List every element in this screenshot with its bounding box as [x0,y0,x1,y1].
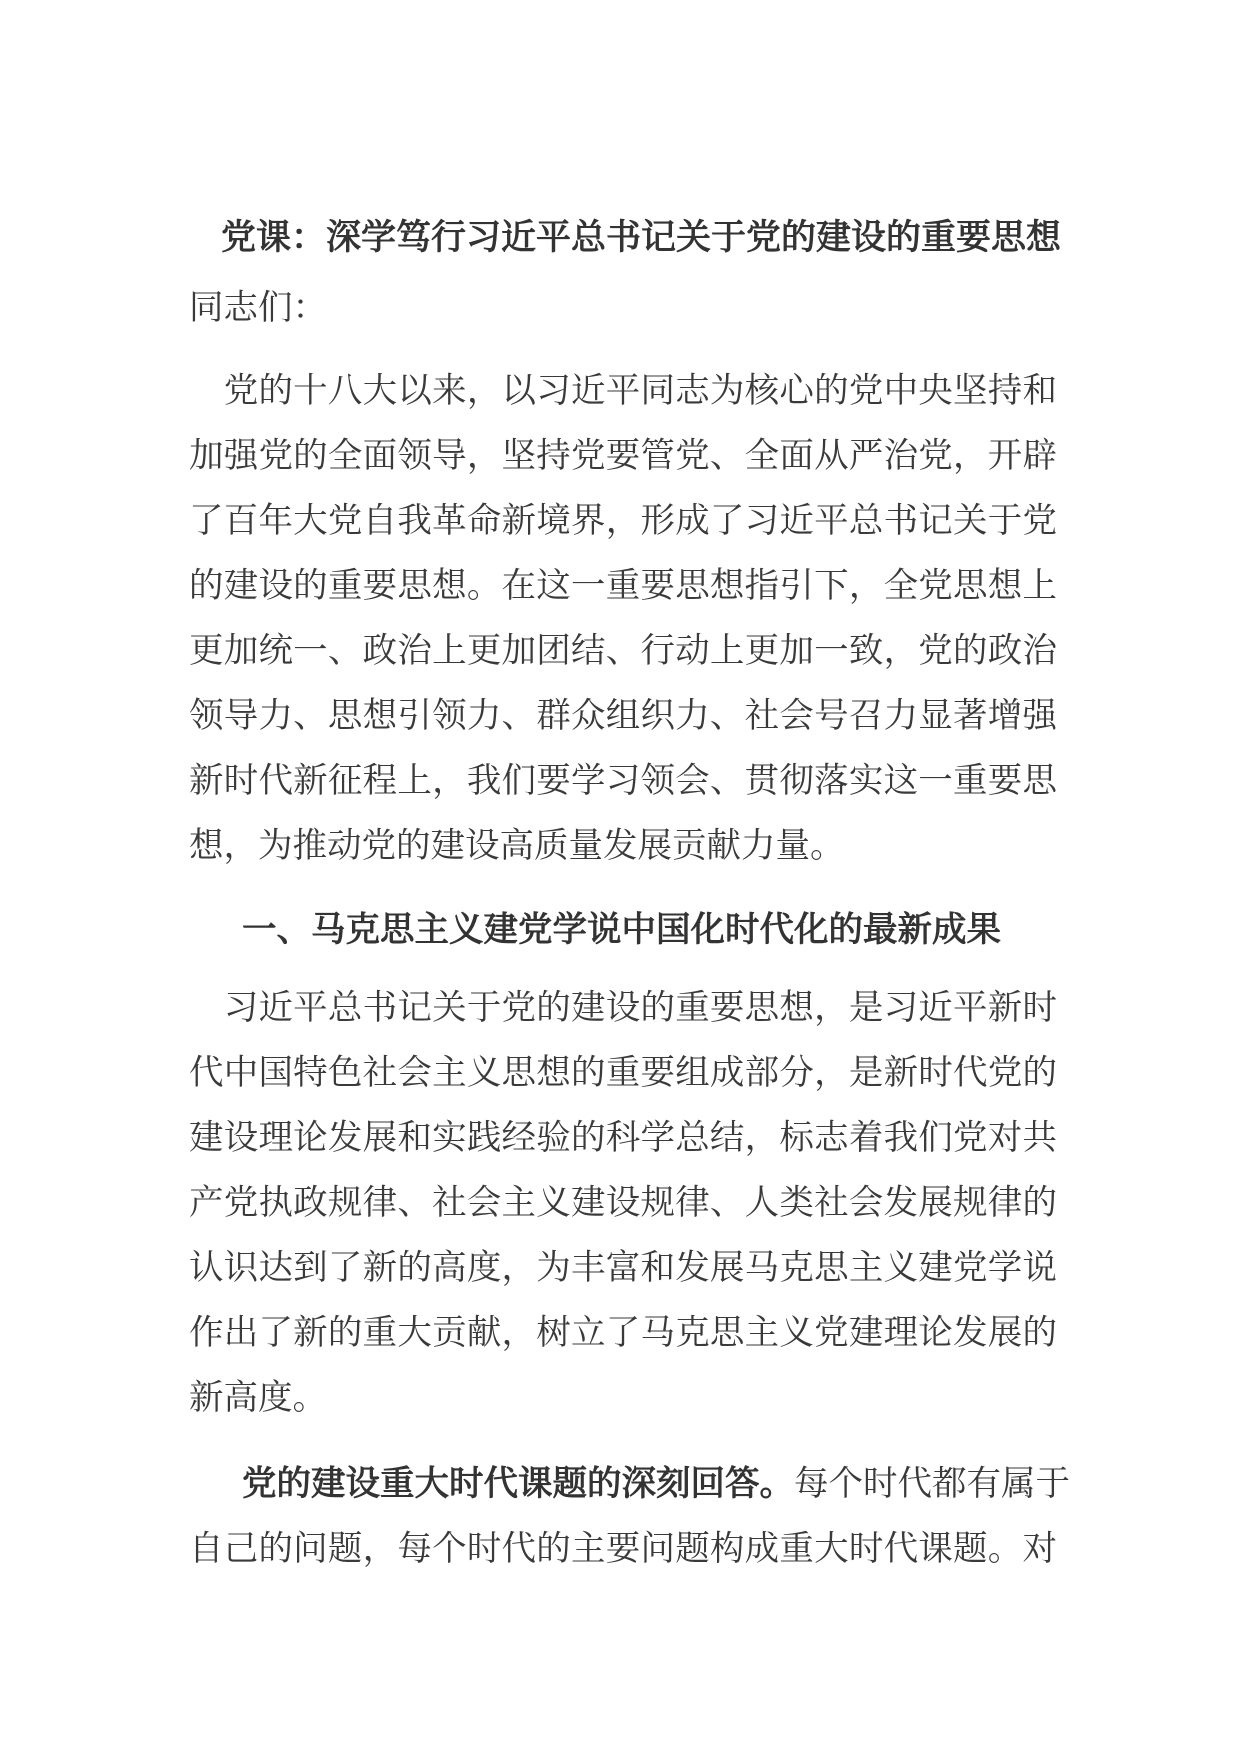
paragraph-line: 想，为推动党的建设高质量发展贡献力量。 [189,826,845,866]
lead-rest: 每个时代都有属于 [794,1464,1070,1504]
paragraph-line: 自己的问题，每个时代的主要问题构成重大时代课题。对 [189,1529,1057,1569]
paragraph-line: 新高度。 [189,1378,327,1418]
paragraph-line: 新时代新征程上，我们要学习领会、贯彻落实这一重要思 [189,761,1057,801]
paragraph-line: 代中国特色社会主义思想的重要组成部分，是新时代党的 [189,1053,1057,1093]
salutation: 同志们： [189,288,327,328]
paragraph-line: 作出了新的重大贡献，树立了马克思主义党建理论发展的 [189,1313,1057,1353]
paragraph-line: 习近平总书记关于党的建设的重要思想，是习近平新时 [189,988,1057,1028]
section-heading: 一、马克思主义建党学说中国化时代化的最新成果 [242,910,1001,950]
paragraph-line [242,1464,1070,1504]
paragraph-line: 党的十八大以来，以习近平同志为核心的党中央坚持和 [189,371,1057,411]
paragraph-line: 加强党的全面领导，坚持党要管党、全面从严治党，开辟 [189,436,1057,476]
paragraph-line: 产党执政规律、社会主义建设规律、人类社会发展规律的 [189,1183,1057,1223]
bold-lead: 党的建设重大时代课题的深刻回答。 [242,1464,794,1504]
paragraph-line: 建设理论发展和实践经验的科学总结，标志着我们党对共 [189,1118,1057,1158]
paragraph-line: 了百年大党自我革命新境界，形成了习近平总书记关于党 [189,501,1057,541]
document-title: 党课：深学笃行习近平总书记关于党的建设的重要思想 [221,218,1062,258]
paragraph-line: 认识达到了新的高度，为丰富和发展马克思主义建党学说 [189,1248,1057,1288]
paragraph-line: 的建设的重要思想。在这一重要思想指引下，全党思想上 [189,566,1057,606]
paragraph-line: 领导力、思想引领力、群众组织力、社会号召力显著增强 [189,696,1057,736]
paragraph-line: 更加统一、政治上更加团结、行动上更加一致，党的政治 [189,631,1057,671]
